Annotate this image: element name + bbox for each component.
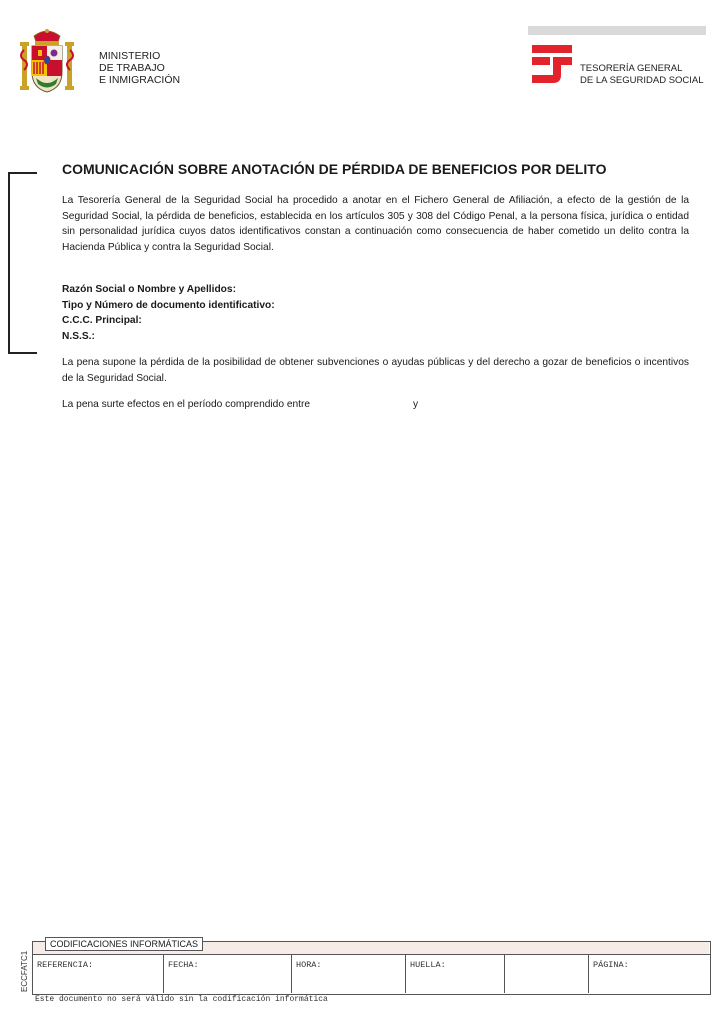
ministry-name <box>99 50 180 86</box>
ministry-line: DE TRABAJO <box>99 62 165 74</box>
identification-fields <box>62 282 275 344</box>
penalty-paragraph: La pena supone la pérdida de la posibilidad de obtener subvenciones o ayudas públicas y del derecho a gozar de beneficios o incentivos de la Seguridad Social. <box>62 357 689 384</box>
reference-cell: REFERENCIA: <box>33 954 164 993</box>
date-cell: FECHA: <box>164 954 292 993</box>
field-label: C.C.C. Principal: <box>62 315 142 326</box>
intro-paragraph: La Tesorería General de la Seguridad Social ha procedido a anotar en el Fichero General de Afiliación, a efecto de la gestión de la Seguridad Social, la pérdida de beneficios, establecida en los artículos 305 y 308 del Código Penal, a la persona física, jurídica o entidad sin personalidad jurídica cuyos datos identificativos constan a continuación como consecuencia de haber cometido un delito contra la Hacienda Pública y contra la Seguridad Social. <box>62 195 689 253</box>
document-title: COMUNICACIÓN SOBRE ANOTACIÓN DE PÉRDIDA DE BENEFICIOS POR DELITO <box>62 161 607 177</box>
spain-coat-of-arms-icon <box>20 26 74 98</box>
tgss-logo-icon <box>531 45 573 83</box>
fingerprint-cell: HUELLA: <box>406 954 505 993</box>
tgss-line: DE LA SEGURIDAD SOCIAL <box>580 74 704 86</box>
period-text: La pena surte efectos en el período comprendido entre <box>62 399 311 410</box>
field-label: N.S.S.: <box>62 330 95 342</box>
tgss-name <box>580 63 704 86</box>
tgss-line: TESORERÍA GENERAL <box>580 63 683 74</box>
field-label: Tipo y Número de documento identificativo: <box>62 299 275 311</box>
blank-cell <box>505 954 589 993</box>
time-cell: HORA: <box>292 954 406 993</box>
form-code: ECCFATC1 <box>20 950 29 992</box>
page-cell: PÁGINA: <box>589 954 710 993</box>
header-gray-bar <box>528 26 706 35</box>
address-window-bracket <box>8 172 37 354</box>
ministry-line: MINISTERIO <box>99 50 161 62</box>
period-conjunction: y <box>413 399 419 410</box>
coding-label: CODIFICACIONES INFORMÁTICAS <box>45 937 203 951</box>
ministry-line: E INMIGRACIÓN <box>99 74 181 86</box>
field-label: Razón Social o Nombre y Apellidos: <box>62 284 236 295</box>
disclaimer-text: Este documento no será válido sin la codificación informática <box>35 995 328 1004</box>
